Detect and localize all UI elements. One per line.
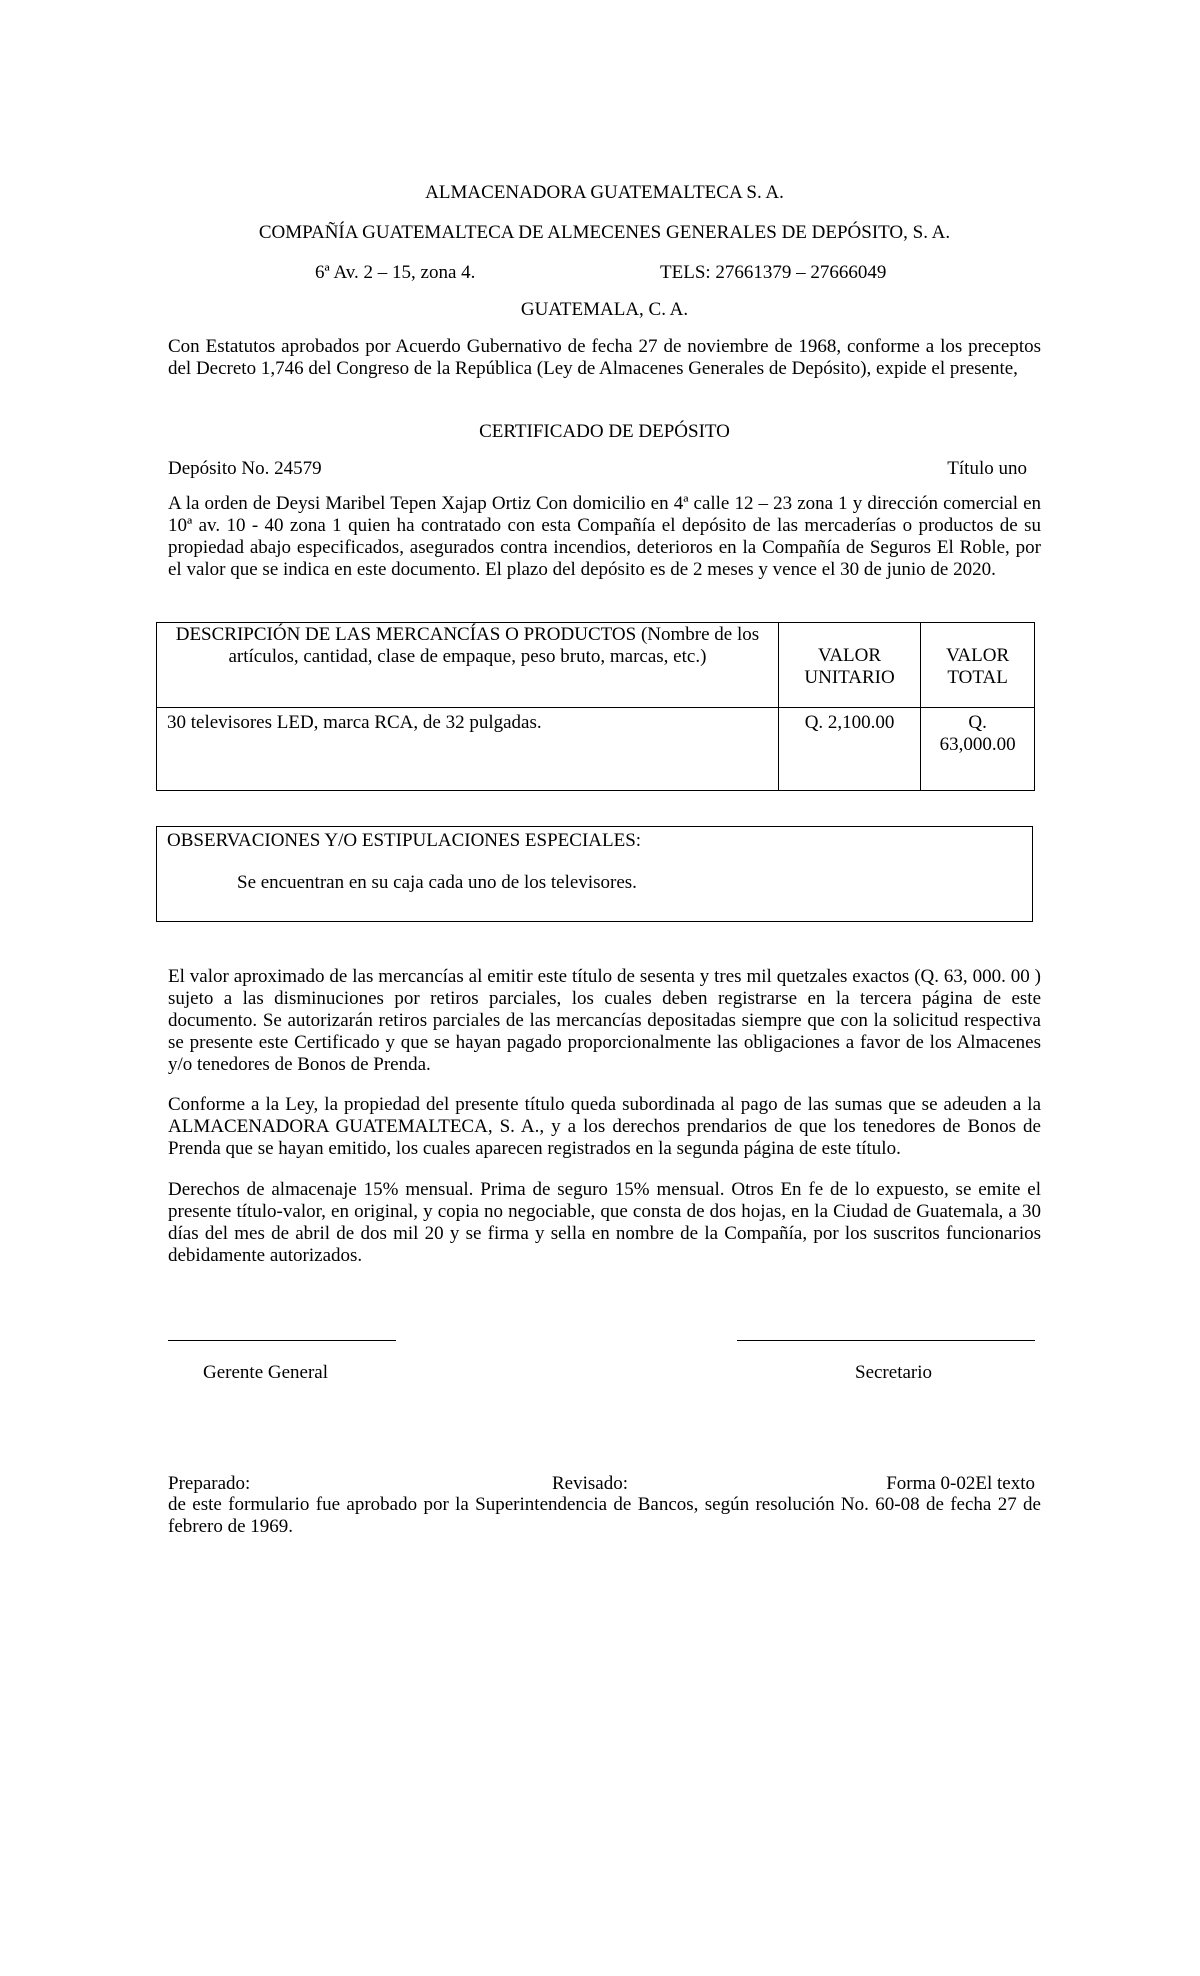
company-name: ALMACENADORA GUATEMALTECA S. A. [425,182,784,203]
company-full-name: COMPAÑÍA GUATEMALTECA DE ALMECENES GENERALES DE DEPÓSITO, S. A. [258,222,951,243]
goods-table [156,622,1035,791]
signature-label-general-manager: Gerente General [203,1362,329,1383]
observations-box [156,826,1033,922]
goods-unit-value-cell: Q. 2,100.00 [778,708,920,791]
title-number: Título uno [947,458,1027,479]
footer-form-number: Forma 0-02El texto [886,1473,1035,1494]
observations-label: OBSERVACIONES Y/O ESTIPULACIONES ESPECIALES: [167,830,642,851]
signature-label-secretary: Secretario [855,1362,933,1383]
goods-description-cell: 30 televisores LED, marca RCA, de 32 pulgadas. [157,708,779,791]
value-paragraph: El valor aproximado de las mercancías al emitir este título de sesenta y tres mil quetzales exactos (Q. 63, 000. 00 ) sujeto a las disminuciones por retiros parciales, los cuales deben registrarse en la tercera página de este documento. Se autorizarán retiros parciales de las mercancías depositadas siempre que con la solicitud respectiva se presente este Certificado y que se hayan pagado proporcionalmente las obligaciones a favor de los Almacenes y/o tenedores de Bonos de Prenda. [168,966,1041,1075]
deposit-number: Depósito No. 24579 [168,458,322,479]
unit-value-header: VALOR UNITARIO [778,623,920,708]
company-address: 6ª Av. 2 – 15, zona 4. [315,262,476,283]
order-paragraph: A la orden de Deysi Maribel Tepen Xajap Ortiz Con domicilio en 4ª calle 12 – 23 zona 1 y dirección comercial en 10ª av. 10 - 40 zona 1 quien ha contratado con esta Compañía el depósito de las mercaderías o productos de su propiedad abajo especificados, asegurados contra incendios, deterioros en la Compañía de Seguros El Roble, por el valor que se indica en este documento. El plazo del depósito es de 2 meses y vence el 30 de junio de 2020. [168,493,1041,580]
company-phones: TELS: 27661379 – 27666049 [660,262,887,283]
observations-text: Se encuentran en su caja cada uno de los televisores. [237,872,637,893]
company-city: GUATEMALA, C. A. [520,299,689,320]
description-header: DESCRIPCIÓN DE LAS MERCANCÍAS O PRODUCTOS (Nombre de los artículos, cantidad, clase de empaque, peso bruto, marcas, etc.) [157,623,779,708]
footer-prepared: Preparado: [168,1473,251,1494]
goods-table-row [157,708,1035,791]
total-value-header: VALOR TOTAL [921,623,1035,708]
signature-line-left [168,1340,396,1341]
footer-approval-text: de este formulario fue aprobado por la Superintendencia de Bancos, según resolución No. 60-08 de fecha 27 de febrero de 1969. [168,1494,1041,1537]
signature-line-right [737,1340,1035,1341]
goods-total-value-cell: Q. 63,000.00 [921,708,1035,791]
document-title: CERTIFICADO DE DEPÓSITO [479,421,730,442]
intro-paragraph: Con Estatutos aprobados por Acuerdo Gubernativo de fecha 27 de noviembre de 1968, conforme a los preceptos del Decreto 1,746 del Congreso de la República (Ley de Almacenes Generales de Depósito), expide el presente, [168,336,1041,379]
fees-paragraph: Derechos de almacenaje 15% mensual. Prima de seguro 15% mensual. Otros En fe de lo expuesto, se emite el presente título-valor, en original, y copia no negociable, que consta de dos hojas, en la Ciudad de Guatemala, a 30 días del mes de abril de dos mil 20 y se firma y sella en nombre de la Compañía, por los suscritos funcionarios debidamente autorizados. [168,1179,1041,1266]
footer-reviewed: Revisado: [552,1473,628,1494]
law-paragraph: Conforme a la Ley, la propiedad del presente título queda subordinada al pago de las sumas que se adeuden a la ALMACENADORA GUATEMALTECA, S. A., y a los derechos prendarios de que los tenedores de Bonos de Prenda que se hayan emitido, los cuales aparecen registrados en la segunda página de este título. [168,1094,1041,1159]
goods-table-header-row [157,623,1035,708]
